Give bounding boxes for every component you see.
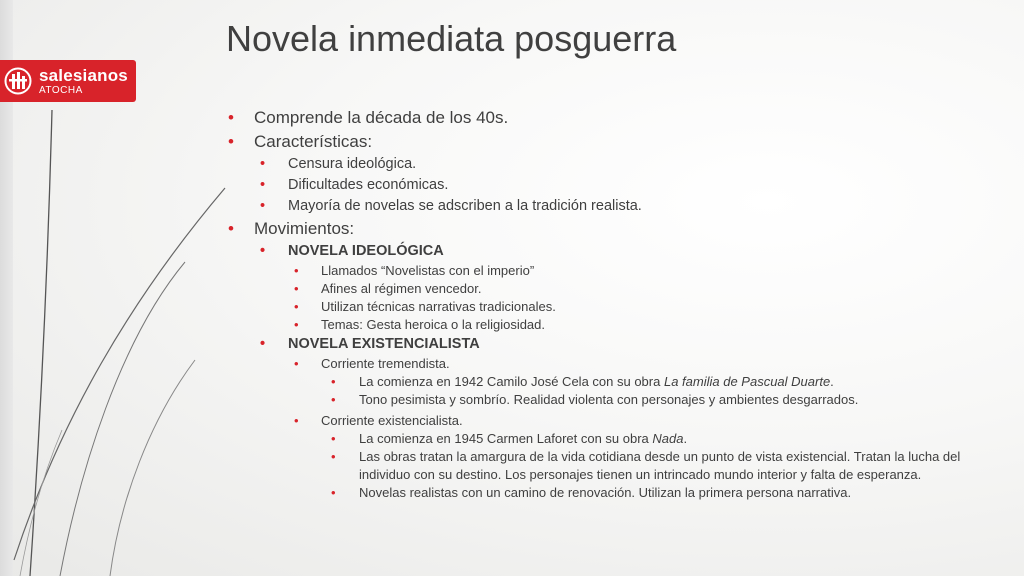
- bullet-movimientos: • Movimientos:: [228, 217, 1003, 241]
- heading-novela-ideologica: • NOVELA IDEOLÓGICA: [228, 241, 1003, 262]
- list-item-tono: • Tono pesimista y sombrío. Realidad violenta con personajes y ambientes desgarrados.: [228, 391, 1003, 409]
- heading-novela-existencialista: • NOVELA EXISTENCIALISTA: [228, 334, 1003, 355]
- bullet-decade: • Comprende la década de los 40s.: [228, 106, 1003, 130]
- list-item: • Llamados “Novelistas con el imperio”: [228, 262, 1003, 280]
- logo-subtitle: ATOCHA: [39, 84, 83, 96]
- corriente-existencialista: • Corriente existencialista.: [228, 412, 1003, 430]
- cela-text: La comienza en 1942 Camilo José Cela con su obra: [359, 374, 664, 389]
- cela-suffix: .: [830, 374, 834, 389]
- laforet-suffix: .: [683, 431, 688, 446]
- laforet-text: La comienza en 1945 Carmen Laforet con su obra: [359, 431, 653, 446]
- salesianos-logo: [0, 60, 136, 102]
- slide-content: [228, 106, 1003, 502]
- list-item-renovacion: • Novelas realistas con un camino de renovación. Utilizan la primera persona narrativa.: [228, 484, 1003, 502]
- list-item: • Mayoría de novelas se adscriben a la tradición realista.: [228, 196, 1003, 217]
- salesianos-emblem-icon: [3, 66, 33, 96]
- slide-title: Novela inmediata posguerra: [226, 18, 677, 59]
- cela-work-title: La familia de Pascual Duarte: [663, 374, 831, 389]
- list-item-amargura: • Las obras tratan la amargura de la vida cotidiana desde un punto de vista existencial. Tratan la lucha del individuo con su destino. Los personajes tienen un intrincado mundo interior y falta de esperanza.: [228, 448, 1003, 484]
- list-item-laforet: [228, 430, 1003, 448]
- logo-name: salesianos: [39, 65, 128, 85]
- list-item: • Censura ideológica.: [228, 154, 1003, 175]
- list-item: • Afines al régimen vencedor.: [228, 280, 1003, 298]
- list-item-cela: [228, 373, 1003, 391]
- list-item: • Temas: Gesta heroica o la religiosidad.: [228, 316, 1003, 334]
- list-item: • Dificultades económicas.: [228, 175, 1003, 196]
- corriente-tremendista: • Corriente tremendista.: [228, 355, 1003, 373]
- laforet-work-title: Nada: [652, 431, 684, 446]
- bullet-caracteristicas: • Características:: [228, 130, 1003, 154]
- list-item: • Utilizan técnicas narrativas tradicionales.: [228, 298, 1003, 316]
